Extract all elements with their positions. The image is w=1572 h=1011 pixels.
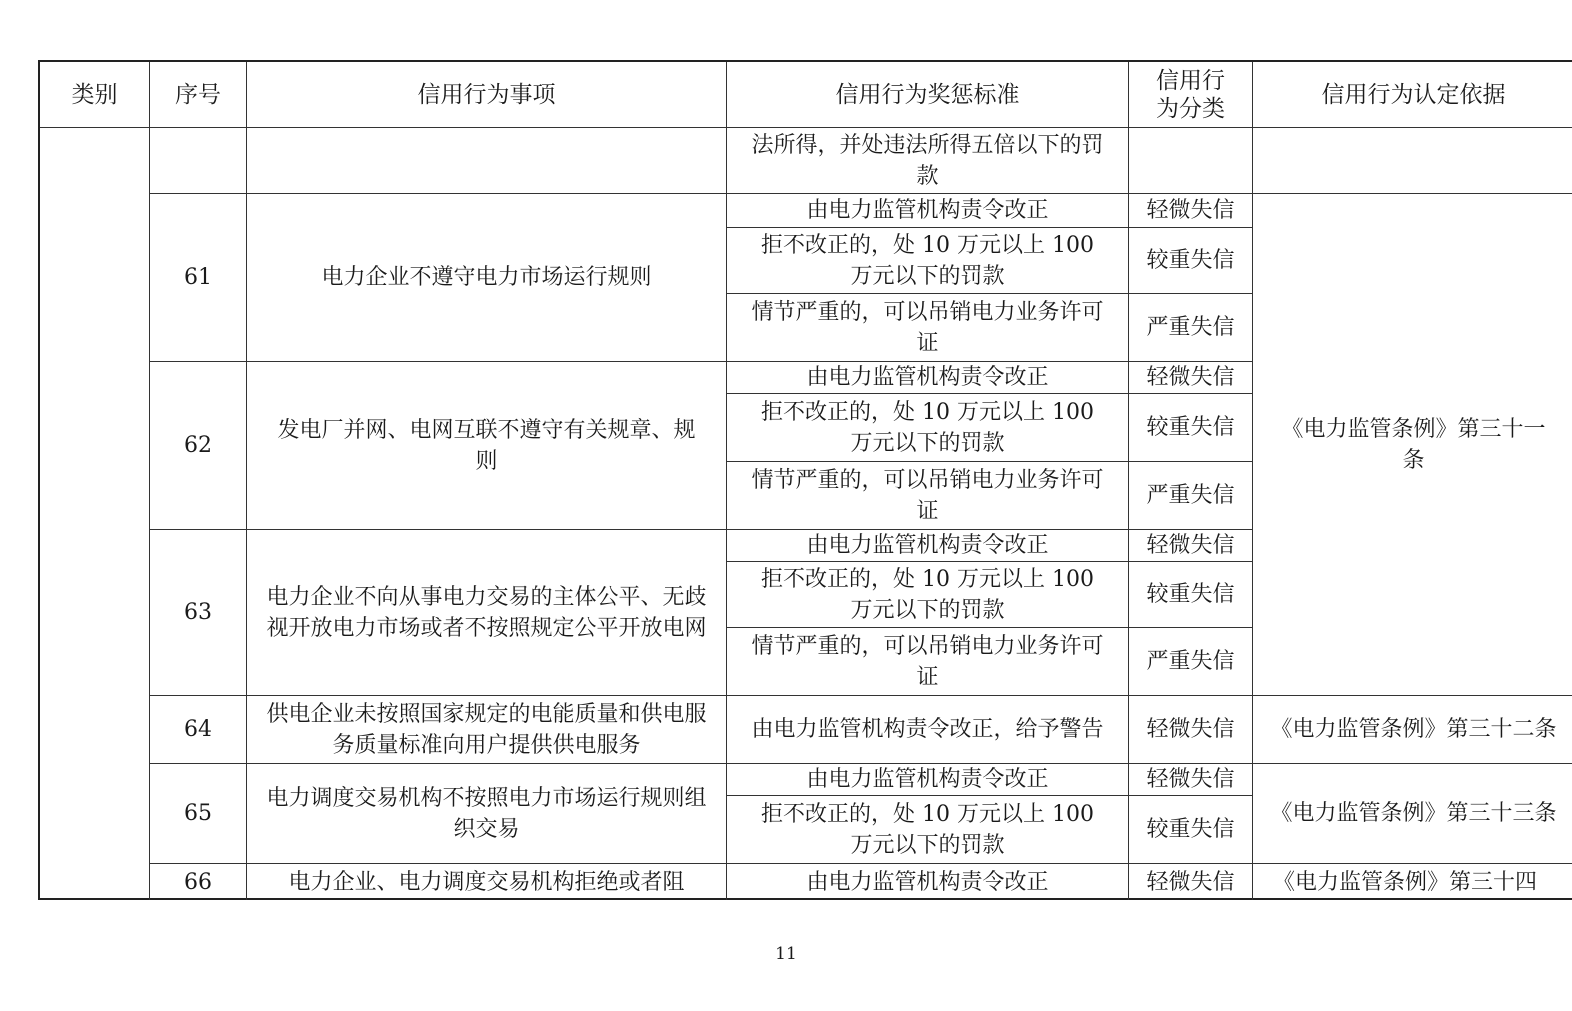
header-classification: 信用行为分类 xyxy=(1129,62,1253,128)
matter-cell-62: 发电厂并网、电网互联不遵守有关规章、规则 xyxy=(247,362,727,530)
standard-cell-65-1: 由电力监管机构责令改正 xyxy=(727,764,1129,796)
level-cell-61-2: 较重失信 xyxy=(1129,228,1253,294)
level-cell-64-1: 轻微失信 xyxy=(1129,696,1253,764)
standard-cell-62-2: 拒不改正的，处 10 万元以上 100 万元以下的罚款 xyxy=(727,394,1129,462)
level-cell-62-2: 较重失信 xyxy=(1129,394,1253,462)
continuation-basis xyxy=(1253,128,1572,194)
standard-cell-63-1: 由电力监管机构责令改正 xyxy=(727,530,1129,562)
seq-cell-61: 61 xyxy=(150,194,247,362)
level-cell-65-1: 轻微失信 xyxy=(1129,764,1253,796)
matter-cell-61: 电力企业不遵守电力市场运行规则 xyxy=(247,194,727,362)
level-cell-63-1: 轻微失信 xyxy=(1129,530,1253,562)
level-cell-62-1: 轻微失信 xyxy=(1129,362,1253,394)
page-number: 11 xyxy=(775,944,797,964)
seq-cell-64: 64 xyxy=(150,696,247,764)
header-basis: 信用行为认定依据 xyxy=(1253,62,1572,128)
matter-cell-65: 电力调度交易机构不按照电力市场运行规则组织交易 xyxy=(247,764,727,864)
level-cell-61-3: 严重失信 xyxy=(1129,294,1253,362)
header-matter: 信用行为事项 xyxy=(247,62,727,128)
level-cell-61-1: 轻微失信 xyxy=(1129,194,1253,228)
continuation-seq xyxy=(150,128,247,194)
level-cell-66-1: 轻微失信 xyxy=(1129,864,1253,900)
header-category: 类别 xyxy=(40,62,150,128)
standard-cell-61-1: 由电力监管机构责令改正 xyxy=(727,194,1129,228)
standard-cell-66-1: 由电力监管机构责令改正 xyxy=(727,864,1129,900)
level-cell-65-2: 较重失信 xyxy=(1129,796,1253,864)
level-cell-62-3: 严重失信 xyxy=(1129,462,1253,530)
level-cell-63-3: 严重失信 xyxy=(1129,628,1253,696)
header-standard: 信用行为奖惩标准 xyxy=(727,62,1129,128)
standard-cell-63-3: 情节严重的，可以吊销电力业务许可证 xyxy=(727,628,1129,696)
seq-cell-66: 66 xyxy=(150,864,247,900)
standard-cell-63-2: 拒不改正的，处 10 万元以上 100 万元以下的罚款 xyxy=(727,562,1129,628)
category-cell xyxy=(40,128,150,900)
standard-cell-62-3: 情节严重的，可以吊销电力业务许可证 xyxy=(727,462,1129,530)
standard-cell-64-1: 由电力监管机构责令改正，给予警告 xyxy=(727,696,1129,764)
standard-cell-61-2: 拒不改正的，处 10 万元以上 100 万元以下的罚款 xyxy=(727,228,1129,294)
standard-cell-61-3: 情节严重的，可以吊销电力业务许可证 xyxy=(727,294,1129,362)
basis-cell-64: 《电力监管条例》第三十二条 xyxy=(1253,696,1572,764)
seq-cell-65: 65 xyxy=(150,764,247,864)
standard-cell-65-2: 拒不改正的，处 10 万元以上 100 万元以下的罚款 xyxy=(727,796,1129,864)
level-cell-63-2: 较重失信 xyxy=(1129,562,1253,628)
matter-cell-66: 电力企业、电力调度交易机构拒绝或者阻 xyxy=(247,864,727,900)
credit-behavior-table xyxy=(38,60,1572,900)
continuation-standard: 法所得，并处违法所得五倍以下的罚款 xyxy=(727,128,1129,194)
seq-cell-62: 62 xyxy=(150,362,247,530)
matter-cell-64: 供电企业未按照国家规定的电能质量和供电服务质量标准向用户提供供电服务 xyxy=(247,696,727,764)
header-seq: 序号 xyxy=(150,62,247,128)
basis-cell-65: 《电力监管条例》第三十三条 xyxy=(1253,764,1572,864)
seq-cell-63: 63 xyxy=(150,530,247,696)
basis-cell-61-63: 《电力监管条例》第三十一条 xyxy=(1253,194,1572,696)
continuation-level xyxy=(1129,128,1253,194)
continuation-matter xyxy=(247,128,727,194)
matter-cell-63: 电力企业不向从事电力交易的主体公平、无歧视开放电力市场或者不按照规定公平开放电网 xyxy=(247,530,727,696)
standard-cell-62-1: 由电力监管机构责令改正 xyxy=(727,362,1129,394)
basis-cell-66: 《电力监管条例》第三十四 xyxy=(1273,869,1538,895)
